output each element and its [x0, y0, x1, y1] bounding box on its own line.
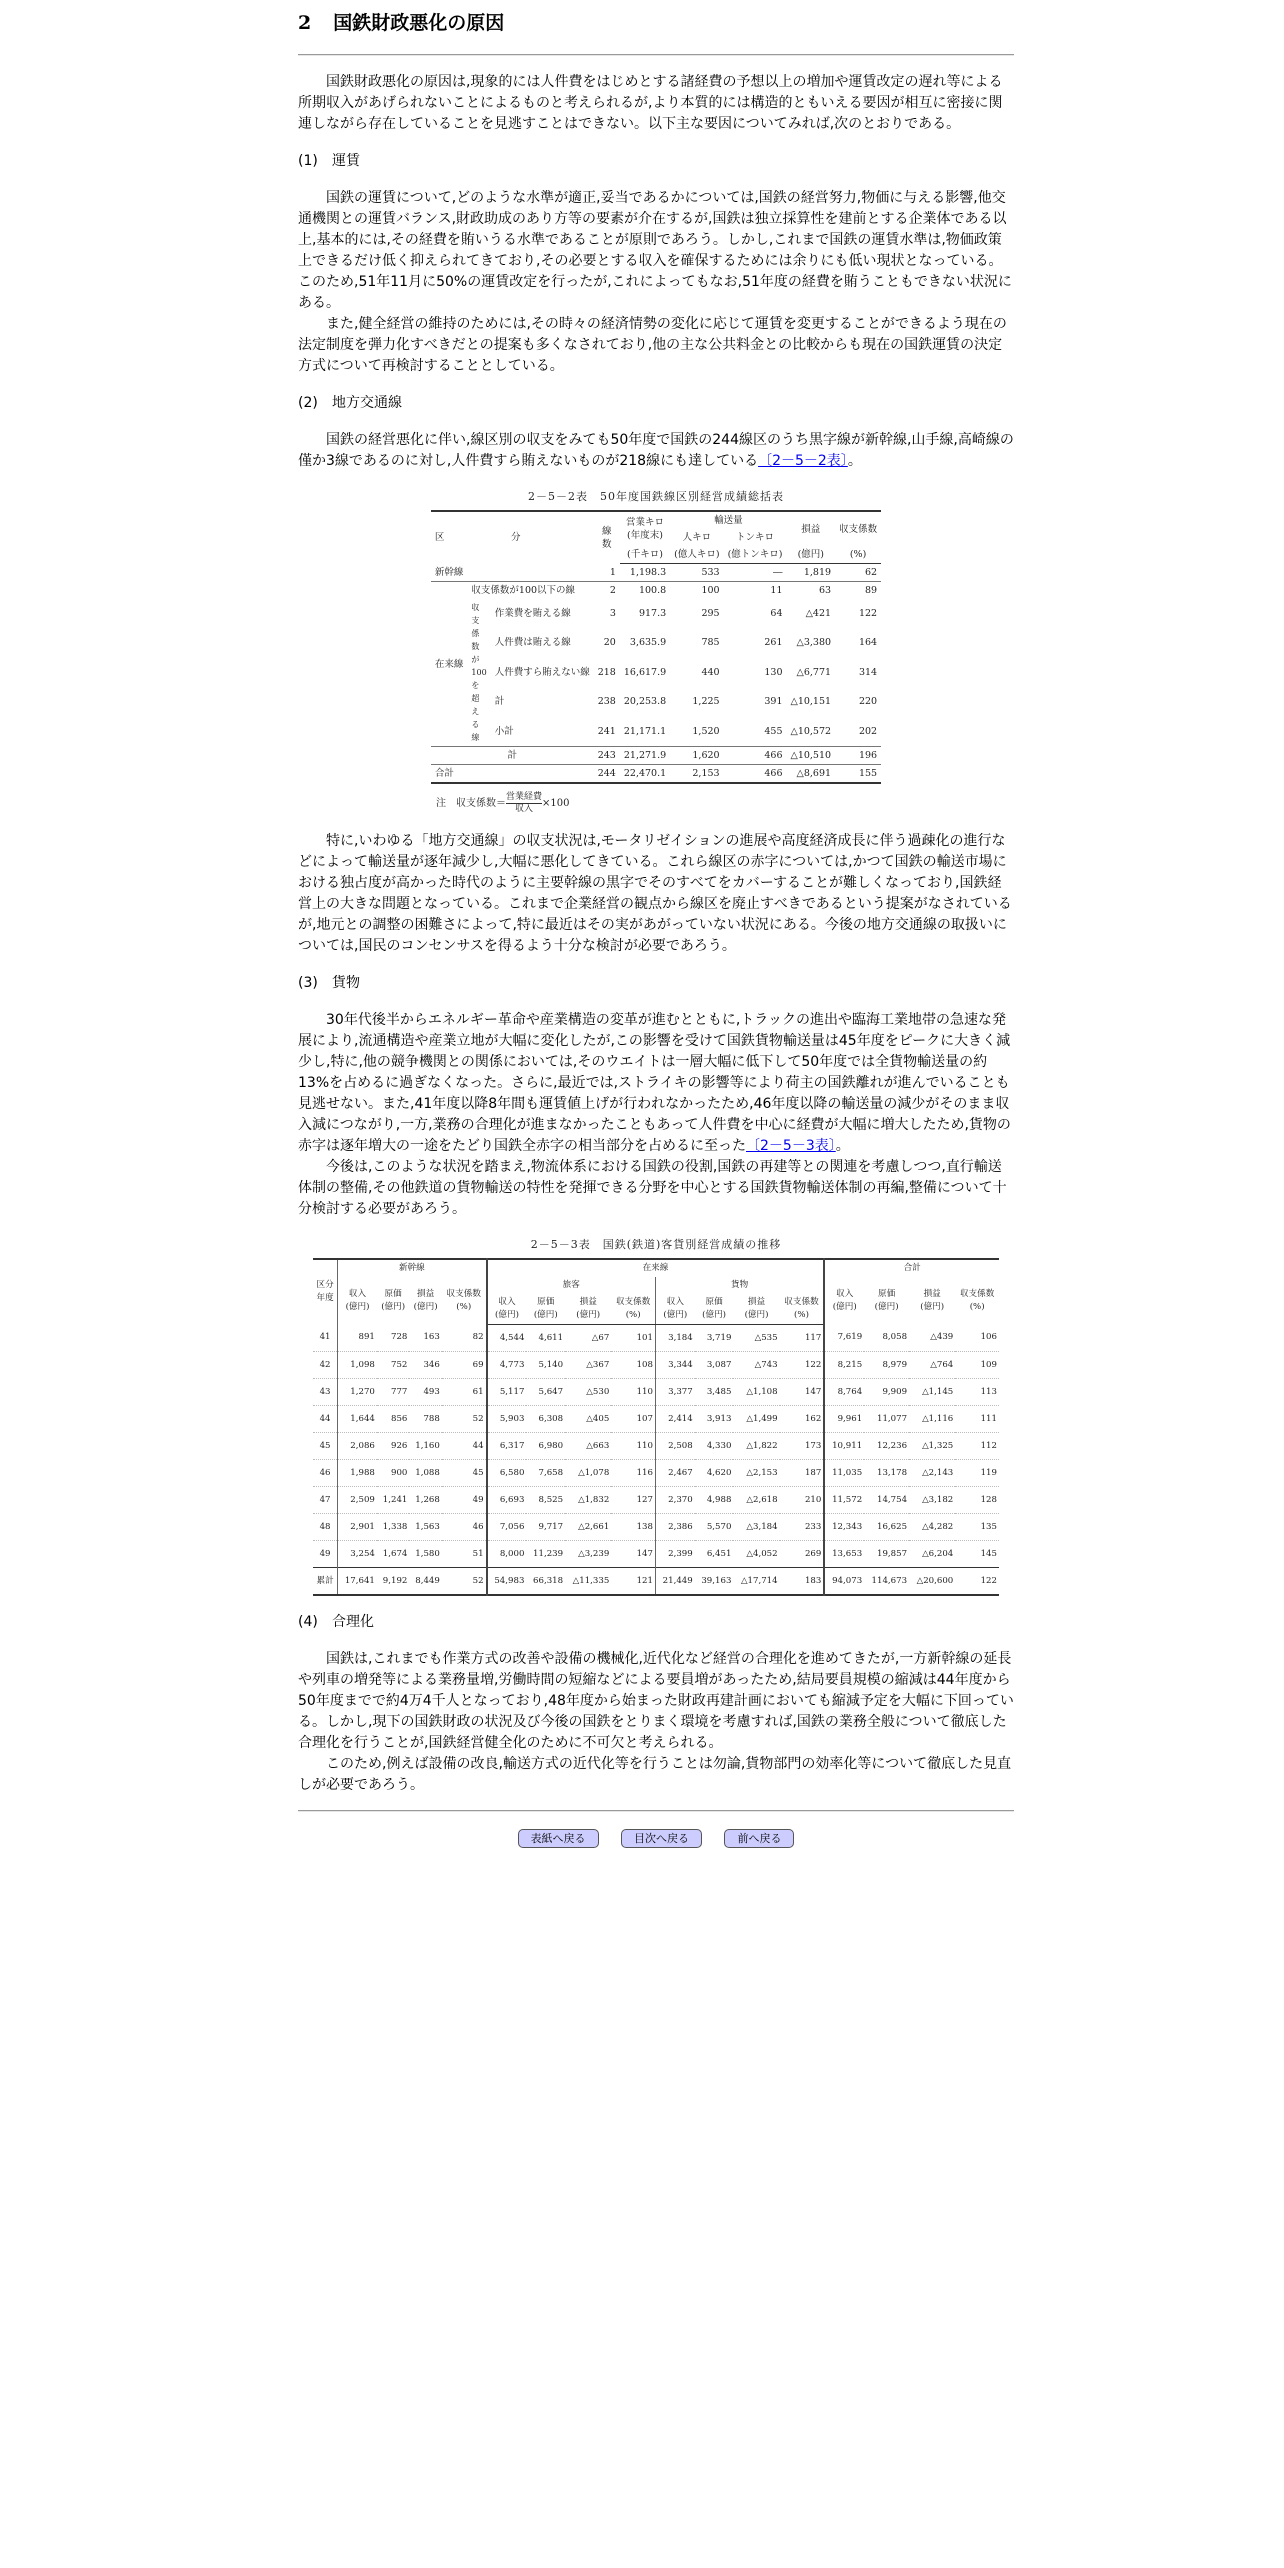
table-row: 人件費すら賄えない線 218 16,617.9 440 130 △6,771 314 — [494, 666, 878, 678]
value-cell: 7,658 — [526, 1460, 565, 1487]
table-2-5-2-link[interactable]: 〔2－5－2表〕 — [758, 453, 848, 469]
value-cell: 135 — [955, 1514, 999, 1541]
value-cell: 39,163 — [695, 1568, 734, 1596]
value-cell: △1,832 — [565, 1487, 611, 1514]
value-cell: 2,901 — [338, 1514, 377, 1541]
value-cell: 1,268 — [409, 1487, 441, 1514]
value-cell: 752 — [377, 1352, 409, 1379]
value-cell: 2,508 — [655, 1433, 694, 1460]
table-row: 計 238 20,253.8 1,225 391 △10,151 220 — [494, 696, 878, 708]
value-cell: 5,647 — [526, 1379, 565, 1406]
value-cell: 9,717 — [526, 1514, 565, 1541]
value-cell: 163 — [409, 1325, 441, 1352]
value-cell: 2,467 — [655, 1460, 694, 1487]
value-cell: 8,979 — [864, 1352, 909, 1379]
value-cell: 3,344 — [655, 1352, 694, 1379]
value-cell: 1,988 — [338, 1460, 377, 1487]
value-cell: 9,192 — [377, 1568, 409, 1596]
value-cell: 6,451 — [695, 1541, 734, 1568]
table-2-5-3-title: 2－5－3表 国鉄(鉄道)客貨別経営成績の推移 — [530, 1238, 782, 1251]
table-row — [313, 1487, 999, 1514]
value-cell: △663 — [565, 1433, 611, 1460]
table-row: 収支係数が100を超える線 作業費を賄える線 3 917.3 295 64 △421 122 — [471, 603, 878, 742]
value-cell: 1,160 — [409, 1433, 441, 1460]
value-cell: 8,525 — [526, 1487, 565, 1514]
top-divider — [298, 54, 1014, 56]
value-cell: 269 — [780, 1541, 825, 1568]
value-cell: 8,215 — [824, 1352, 864, 1379]
section-heading-freight: (3) 貨物 — [298, 975, 360, 991]
back-to-toc-button[interactable]: 目次へ戻る — [621, 1829, 702, 1848]
value-cell: 2,370 — [655, 1487, 694, 1514]
value-cell: 21,449 — [655, 1568, 694, 1596]
value-cell: 122 — [955, 1568, 999, 1596]
table-row — [313, 1379, 999, 1406]
value-cell: 6,580 — [487, 1460, 527, 1487]
section-heading-rationalization: (4) 合理化 — [298, 1614, 374, 1630]
value-cell: △1,078 — [565, 1460, 611, 1487]
value-cell: 3,087 — [695, 1352, 734, 1379]
freight-paragraph-2: 今後は,このような状況を踏まえ,物流体系における国鉄の役割,国鉄の再建等との関連を考慮しつつ,直行輸送体制の整備,その他鉄道の貨物輸送の特性を発揮できる分野を中心とする国鉄貨物輸送体制の再編,整備について十分検討する必要があろう。 — [298, 1159, 1007, 1217]
value-cell: 3,719 — [695, 1325, 734, 1352]
value-cell: 1,644 — [338, 1406, 377, 1433]
table-2-5-2-figure — [416, 490, 896, 815]
section-heading-local-lines: (2) 地方交通線 — [298, 395, 402, 411]
local-lines-paragraph-2: 特に,いわゆる「地方交通線」の収支状況は,モータリゼイションの進展や高度経済成長に伴う過疎化の進行などによって輸送量が逐年減少し,大幅に悪化してきている。これら線区の赤字については,かつて国鉄の輸送市場における独占度が高かった時代のように主要幹線の黒字でそのすべてをカバーすることが難しくなっており,国鉄経営上の大きな問題となっている。これまで企業経営の観点から線区を廃止すべきであるという提案がなされているが,地元との調整の困難さによって,特に最近はその実があがっていない状況にある。今後の地方交通線の取扱いについては,国民のコンセンサスを得るよう十分な検討が必要であろう。 — [298, 833, 1012, 954]
value-cell: 233 — [780, 1514, 825, 1541]
table-2-5-2-title: 2－5－2表 50年度国鉄線区別経営成績総括表 — [528, 490, 784, 503]
value-cell: 116 — [611, 1460, 655, 1487]
value-cell: 6,693 — [487, 1487, 527, 1514]
value-cell: 110 — [611, 1379, 655, 1406]
table-row: 在来線 収支係数が100以下の線 2 100.8 100 11 63 89 — [431, 582, 881, 600]
value-cell: 4,611 — [526, 1325, 565, 1352]
value-cell: 1,674 — [377, 1541, 409, 1568]
year-cell: 43 — [313, 1379, 338, 1406]
year-cell: 46 — [313, 1460, 338, 1487]
document-page — [298, 0, 1014, 1849]
value-cell: 3,913 — [695, 1406, 734, 1433]
navigation-bar — [298, 1828, 1014, 1849]
value-cell: 113 — [955, 1379, 999, 1406]
value-cell: 66,318 — [526, 1568, 565, 1596]
value-cell: 6,317 — [487, 1433, 527, 1460]
value-cell: 346 — [409, 1352, 441, 1379]
value-cell: 3,485 — [695, 1379, 734, 1406]
value-cell: 8,764 — [824, 1379, 864, 1406]
value-cell: 112 — [955, 1433, 999, 1460]
value-cell: 6,308 — [526, 1406, 565, 1433]
value-cell: 1,563 — [409, 1514, 441, 1541]
value-cell: 5,117 — [487, 1379, 527, 1406]
value-cell: 94,073 — [824, 1568, 864, 1596]
value-cell: 8,449 — [409, 1568, 441, 1596]
table-row: 合計 244 22,470.1 2,153 466 △8,691 155 — [431, 765, 881, 784]
value-cell: 52 — [442, 1406, 487, 1433]
back-to-cover-button[interactable]: 表紙へ戻る — [518, 1829, 599, 1848]
value-cell: 2,414 — [655, 1406, 694, 1433]
value-cell: 7,619 — [824, 1325, 864, 1352]
value-cell: △11,335 — [565, 1568, 611, 1596]
value-cell: △535 — [733, 1325, 779, 1352]
value-cell: 9,961 — [824, 1406, 864, 1433]
intro-paragraph: 国鉄財政悪化の原因は,現象的には人件費をはじめとする諸経費の予想以上の増加や運賃改定の遅れ等による所期収入があげられないことによるものと考えられるが,より本質的には構造的ともいえる要因が相互に密接に関連しながら存在していることを見逃すことはできない。以下主な要因についてみれば,次のとおりである。 — [298, 74, 1003, 132]
value-cell: 14,754 — [864, 1487, 909, 1514]
value-cell: 10,911 — [824, 1433, 864, 1460]
value-cell: 4,620 — [695, 1460, 734, 1487]
value-cell: 1,088 — [409, 1460, 441, 1487]
year-cell: 44 — [313, 1406, 338, 1433]
table-row — [313, 1568, 999, 1596]
rationalization-paragraph-1: 国鉄は,これまでも作業方式の改善や設備の機械化,近代化など経営の合理化を進めてきたが,一方新幹線の延長や列車の増発等による業務量増,労働時間の短縮などによる要員増があったため,結局要員規模の縮減は44年度から50年度までで約4万4千人となっており,48年度から始まった財政再建計画においても縮減予定を大幅に下回っている。しかし,現下の国鉄財政の状況及び今後の国鉄をとりまく環境を考慮すれば,国鉄の業務全般について徹底した合理化を行うことが,国鉄経営健全化のために不可欠と考えられる。 — [298, 1651, 1014, 1751]
year-cell: 47 — [313, 1487, 338, 1514]
value-cell: 106 — [955, 1325, 999, 1352]
value-cell: 891 — [338, 1325, 377, 1352]
value-cell: 46 — [442, 1514, 487, 1541]
value-cell: △3,239 — [565, 1541, 611, 1568]
value-cell: 121 — [611, 1568, 655, 1596]
value-cell: 119 — [955, 1460, 999, 1487]
value-cell: 1,270 — [338, 1379, 377, 1406]
value-cell: 2,399 — [655, 1541, 694, 1568]
table-2-5-2-note: 注 収支係数＝ $\frac{\text{営業経費}}{\text{収入}}$ ×100 — [436, 792, 570, 814]
value-cell: 4,773 — [487, 1352, 527, 1379]
value-cell: 4,330 — [695, 1433, 734, 1460]
value-cell: △3,184 — [733, 1514, 779, 1541]
value-cell: 17,641 — [338, 1568, 377, 1596]
value-cell: 493 — [409, 1379, 441, 1406]
year-cell: 48 — [313, 1514, 338, 1541]
value-cell: 111 — [955, 1406, 999, 1433]
value-cell: △2,143 — [909, 1460, 955, 1487]
value-cell: 147 — [780, 1379, 825, 1406]
value-cell: 16,625 — [864, 1514, 909, 1541]
table-row: 人件費は賄える線 20 3,635.9 785 261 △3,380 164 — [494, 637, 878, 649]
value-cell: △2,618 — [733, 1487, 779, 1514]
value-cell: 5,903 — [487, 1406, 527, 1433]
value-cell: 45 — [442, 1460, 487, 1487]
value-cell: △405 — [565, 1406, 611, 1433]
value-cell: 173 — [780, 1433, 825, 1460]
value-cell: 183 — [780, 1568, 825, 1596]
value-cell: 4,544 — [487, 1325, 527, 1352]
value-cell: 82 — [442, 1325, 487, 1352]
value-cell: 2,386 — [655, 1514, 694, 1541]
value-cell: 728 — [377, 1325, 409, 1352]
table-row: 計 243 21,271.9 1,620 466 △10,510 196 — [431, 747, 881, 765]
section-heading-fare: (1) 運賃 — [298, 153, 360, 169]
value-cell: △367 — [565, 1352, 611, 1379]
value-cell: 110 — [611, 1433, 655, 1460]
value-cell: △2,661 — [565, 1514, 611, 1541]
value-cell: 11,035 — [824, 1460, 864, 1487]
value-cell: 138 — [611, 1514, 655, 1541]
value-cell: 1,580 — [409, 1541, 441, 1568]
year-cell: 41 — [313, 1325, 338, 1352]
value-cell: △17,714 — [733, 1568, 779, 1596]
value-cell: △530 — [565, 1379, 611, 1406]
value-cell: 108 — [611, 1352, 655, 1379]
value-cell: 2,509 — [338, 1487, 377, 1514]
value-cell: 9,909 — [864, 1379, 909, 1406]
value-cell: △4,282 — [909, 1514, 955, 1541]
value-cell: 11,077 — [864, 1406, 909, 1433]
value-cell: △1,108 — [733, 1379, 779, 1406]
value-cell: △2,153 — [733, 1460, 779, 1487]
bottom-divider — [298, 1810, 1014, 1812]
table-2-5-3-link[interactable]: 〔2－5－3表〕 — [746, 1138, 836, 1154]
value-cell: 187 — [780, 1460, 825, 1487]
value-cell: 12,343 — [824, 1514, 864, 1541]
value-cell: 128 — [955, 1487, 999, 1514]
table-2-5-3: 区分 年度 新幹線 在来線 合計 収入 (億円) 原価 (億円) 損益 (億円) 収支係数 (%) 旅客 貨物 収入 (億円) 原価 (億円) 損益 (億円) 収支係数 (%) 収入 (億円) 原価 (億円) 損益 (億円) 収支係数 (%) 収入 (億円) 原価 (億円) 損益 (億円) 収支係数 (%) 41 891 728 163 82 4,544 4,611 △67 101 3,184 3,719 △535 117 7,619 8,058 △439 106 42 1,098 752 346 69 4,773 5,140 △367 108 3,344 3,087 △743 122 8,215 8,979 △764 109 43 1,270 777 493 61 5,117 5,647 △530 110 3,377 3,485 △1,108 147 8,764 9,909 △1,145 113 44 1,644 856 788 52 5,903 6,308 △405 107 2,414 3,913 △1,499 162 9,961 11,077 △1,116 111 45 2,086 926 1,160 44 6,317 6,980 △663 110 2,508 4,330 △1,822 173 10,911 12,236 △1,325 112 46 1,988 900 1,088 45 6,580 7,658 △1,078 116 2,467 4,620 △2,153 187 11,035 13,178 △2,143 119 47 2,509 1,241 1,268 49 6,693 8,525 △1,832 127 2,370 4,988 △2,618 210 11,572 14,754 △3,182 128 48 2,901 1,338 1,563 46 7,056 9,717 △2,661 138 2,386 5,570 △3,184 233 12,343 16,625 △4,282 135 49 3,254 1,674 1,580 51 8,000 11,239 △3,239 147 2,399 6,451 △4,052 269 13,653 19,857 △6,204 145 累計 17,641 9,192 8,449 52 54,983 66,318 △11,335 121 21,449 39,163 △17,714 183 94,073 114,673 △20,600 122 — [313, 1258, 999, 1596]
value-cell: △1,145 — [909, 1379, 955, 1406]
value-cell: 61 — [442, 1379, 487, 1406]
table-row — [313, 1541, 999, 1568]
year-cell: 累計 — [313, 1568, 338, 1596]
value-cell: 777 — [377, 1379, 409, 1406]
table-row: 小計 241 21,171.1 1,520 455 △10,572 202 — [494, 725, 878, 737]
value-cell: 13,178 — [864, 1460, 909, 1487]
value-cell: 11,572 — [824, 1487, 864, 1514]
value-cell: 1,098 — [338, 1352, 377, 1379]
value-cell: 8,058 — [864, 1325, 909, 1352]
year-cell: 45 — [313, 1433, 338, 1460]
value-cell: 49 — [442, 1487, 487, 1514]
table-2-5-2: 区 分 線 数 営業キロ (年度末) 輸送量 損益 収支係数 人キロ トンキロ (千キロ) (億人キロ) (億トンキロ) (億円) (%) 新幹線 1 1,198.3 533 ― 1,819 62 在来線 収支係数が100以下の線 2 100.8 100 11 63 89 収支係数が100を超える線 作業費を賄える線 3 917.3 295 64 △421 122 人件費は賄える線 20 3,635.9 785 261 △3,380 164 人件費すら賄えない線 218 16,617.9 440 130 △6,771 314 計 238 20,253.8 1,225 391 △10,151 220 小計 241 21,171.1 1,520 455 △10,572 202 計 243 21,271.9 1,620 466 △10,510 196 合計 244 22,470.1 2,153 466 △8,691 155 — [431, 510, 881, 784]
value-cell: 3,377 — [655, 1379, 694, 1406]
value-cell: 109 — [955, 1352, 999, 1379]
value-cell: 1,241 — [377, 1487, 409, 1514]
value-cell: △439 — [909, 1325, 955, 1352]
value-cell: 54,983 — [487, 1568, 527, 1596]
value-cell: 856 — [377, 1406, 409, 1433]
value-cell: 107 — [611, 1406, 655, 1433]
value-cell: 147 — [611, 1541, 655, 1568]
freight-paragraph-1: 30年代後半からエネルギー革命や産業構造の変革が進むとともに,トラックの進出や臨海工業地帯の急速な発展により,流通構造や産業立地が大幅に変化したが,この影響を受けて国鉄貨物輸送量は45年度をピークに大きく減少し,特に,他の競争機関との関係においては,そのウエイトは一層大幅に低下して50年度では全貨物輸送量の約13%を占めるに過ぎなくなった。さらに,最近では,ストライキの影響等により荷主の国鉄離れが進んでいることも見逃せない。また,41年度以降8年間も運賃値上げが行われなかったため,46年度以降の輸送量の減少がそのまま収入減につながり,一方,業務の合理化が進まなかったこともあって人件費を中心に経費が大幅に増大したため,貨物の赤字は逐年増大の一途をたどり国鉄全赤字の相当部分を占めるに至った〔2－5－3表〕。 — [298, 1012, 1011, 1154]
table-2-5-3-body — [313, 1325, 999, 1596]
page-title: 2 国鉄財政悪化の原因 — [298, 12, 505, 34]
table-row: 新幹線 1 1,198.3 533 ― 1,819 62 — [434, 566, 878, 578]
value-cell: 44 — [442, 1433, 487, 1460]
value-cell: 127 — [611, 1487, 655, 1514]
value-cell: 122 — [780, 1352, 825, 1379]
value-cell: 210 — [780, 1487, 825, 1514]
value-cell: △1,116 — [909, 1406, 955, 1433]
value-cell: 51 — [442, 1541, 487, 1568]
value-cell: △3,182 — [909, 1487, 955, 1514]
table-row — [313, 1460, 999, 1487]
fare-paragraph-2: また,健全経営の維持のためには,その時々の経済情勢の変化に応じて運賃を変更することができるよう現在の法定制度を弾力化すべきだとの提案も多くなされており,他の主な公共料金との比較からも現在の国鉄運賃の決定方式について再検討することとしている。 — [298, 316, 1007, 374]
value-cell: 7,056 — [487, 1514, 527, 1541]
value-cell: △1,325 — [909, 1433, 955, 1460]
local-lines-paragraph-1: 国鉄の経営悪化に伴い,線区別の収支をみても50年度で国鉄の244線区のうち黒字線が新幹線,山手線,高崎線の僅か3線であるのに対し,人件費すら賄えないものが218線にも達している〔2－5－2表〕。 — [298, 432, 1014, 469]
value-cell: 12,236 — [864, 1433, 909, 1460]
value-cell: 1,338 — [377, 1514, 409, 1541]
table-2-5-3-figure — [306, 1238, 1006, 1596]
value-cell: 117 — [780, 1325, 825, 1352]
value-cell: 69 — [442, 1352, 487, 1379]
value-cell: 162 — [780, 1406, 825, 1433]
value-cell: △743 — [733, 1352, 779, 1379]
value-cell: 101 — [611, 1325, 655, 1352]
table-row — [313, 1325, 999, 1352]
table-row — [313, 1514, 999, 1541]
value-cell: △1,499 — [733, 1406, 779, 1433]
table-row — [313, 1352, 999, 1379]
value-cell: 900 — [377, 1460, 409, 1487]
value-cell: 788 — [409, 1406, 441, 1433]
value-cell: 11,239 — [526, 1541, 565, 1568]
value-cell: 13,653 — [824, 1541, 864, 1568]
value-cell: 8,000 — [487, 1541, 527, 1568]
value-cell: △1,822 — [733, 1433, 779, 1460]
value-cell: 3,254 — [338, 1541, 377, 1568]
table-row — [313, 1433, 999, 1460]
value-cell: 2,086 — [338, 1433, 377, 1460]
value-cell: 52 — [442, 1568, 487, 1596]
value-cell: 5,140 — [526, 1352, 565, 1379]
year-cell: 49 — [313, 1541, 338, 1568]
year-cell: 42 — [313, 1352, 338, 1379]
value-cell: 6,980 — [526, 1433, 565, 1460]
table-row — [313, 1406, 999, 1433]
value-cell: 19,857 — [864, 1541, 909, 1568]
value-cell: 114,673 — [864, 1568, 909, 1596]
value-cell: 3,184 — [655, 1325, 694, 1352]
value-cell: △4,052 — [733, 1541, 779, 1568]
value-cell: △6,204 — [909, 1541, 955, 1568]
value-cell: 926 — [377, 1433, 409, 1460]
rationalization-paragraph-2: このため,例えば設備の改良,輸送方式の近代化等を行うことは勿論,貨物部門の効率化等について徹底した見直しが必要であろう。 — [298, 1756, 1012, 1793]
value-cell: 4,988 — [695, 1487, 734, 1514]
value-cell: 145 — [955, 1541, 999, 1568]
fare-paragraph-1: 国鉄の運賃について,どのような水準が適正,妥当であるかについては,国鉄の経営努力,物価に与える影響,他交通機関との運賃バランス,財政助成のあり方等の要素が介在するが,国鉄は独立採算性を建前とする企業体である以上,基本的には,その経費を賄いうる水準であることが原則であろう。しかし,これまで国鉄の運賃水準は,物価政策上できるだけ低く抑えられてきており,その必要とする収入を確保するためには余りにも低い現状となっている。このため,51年11月に50%の運賃改定を行ったが,これによってもなお,51年度の経費を賄うこともできない状況にある。 — [298, 190, 1012, 311]
back-to-previous-button[interactable]: 前へ戻る — [724, 1829, 794, 1848]
value-cell: △67 — [565, 1325, 611, 1352]
value-cell: △764 — [909, 1352, 955, 1379]
value-cell: 5,570 — [695, 1514, 734, 1541]
value-cell: △20,600 — [909, 1568, 955, 1596]
